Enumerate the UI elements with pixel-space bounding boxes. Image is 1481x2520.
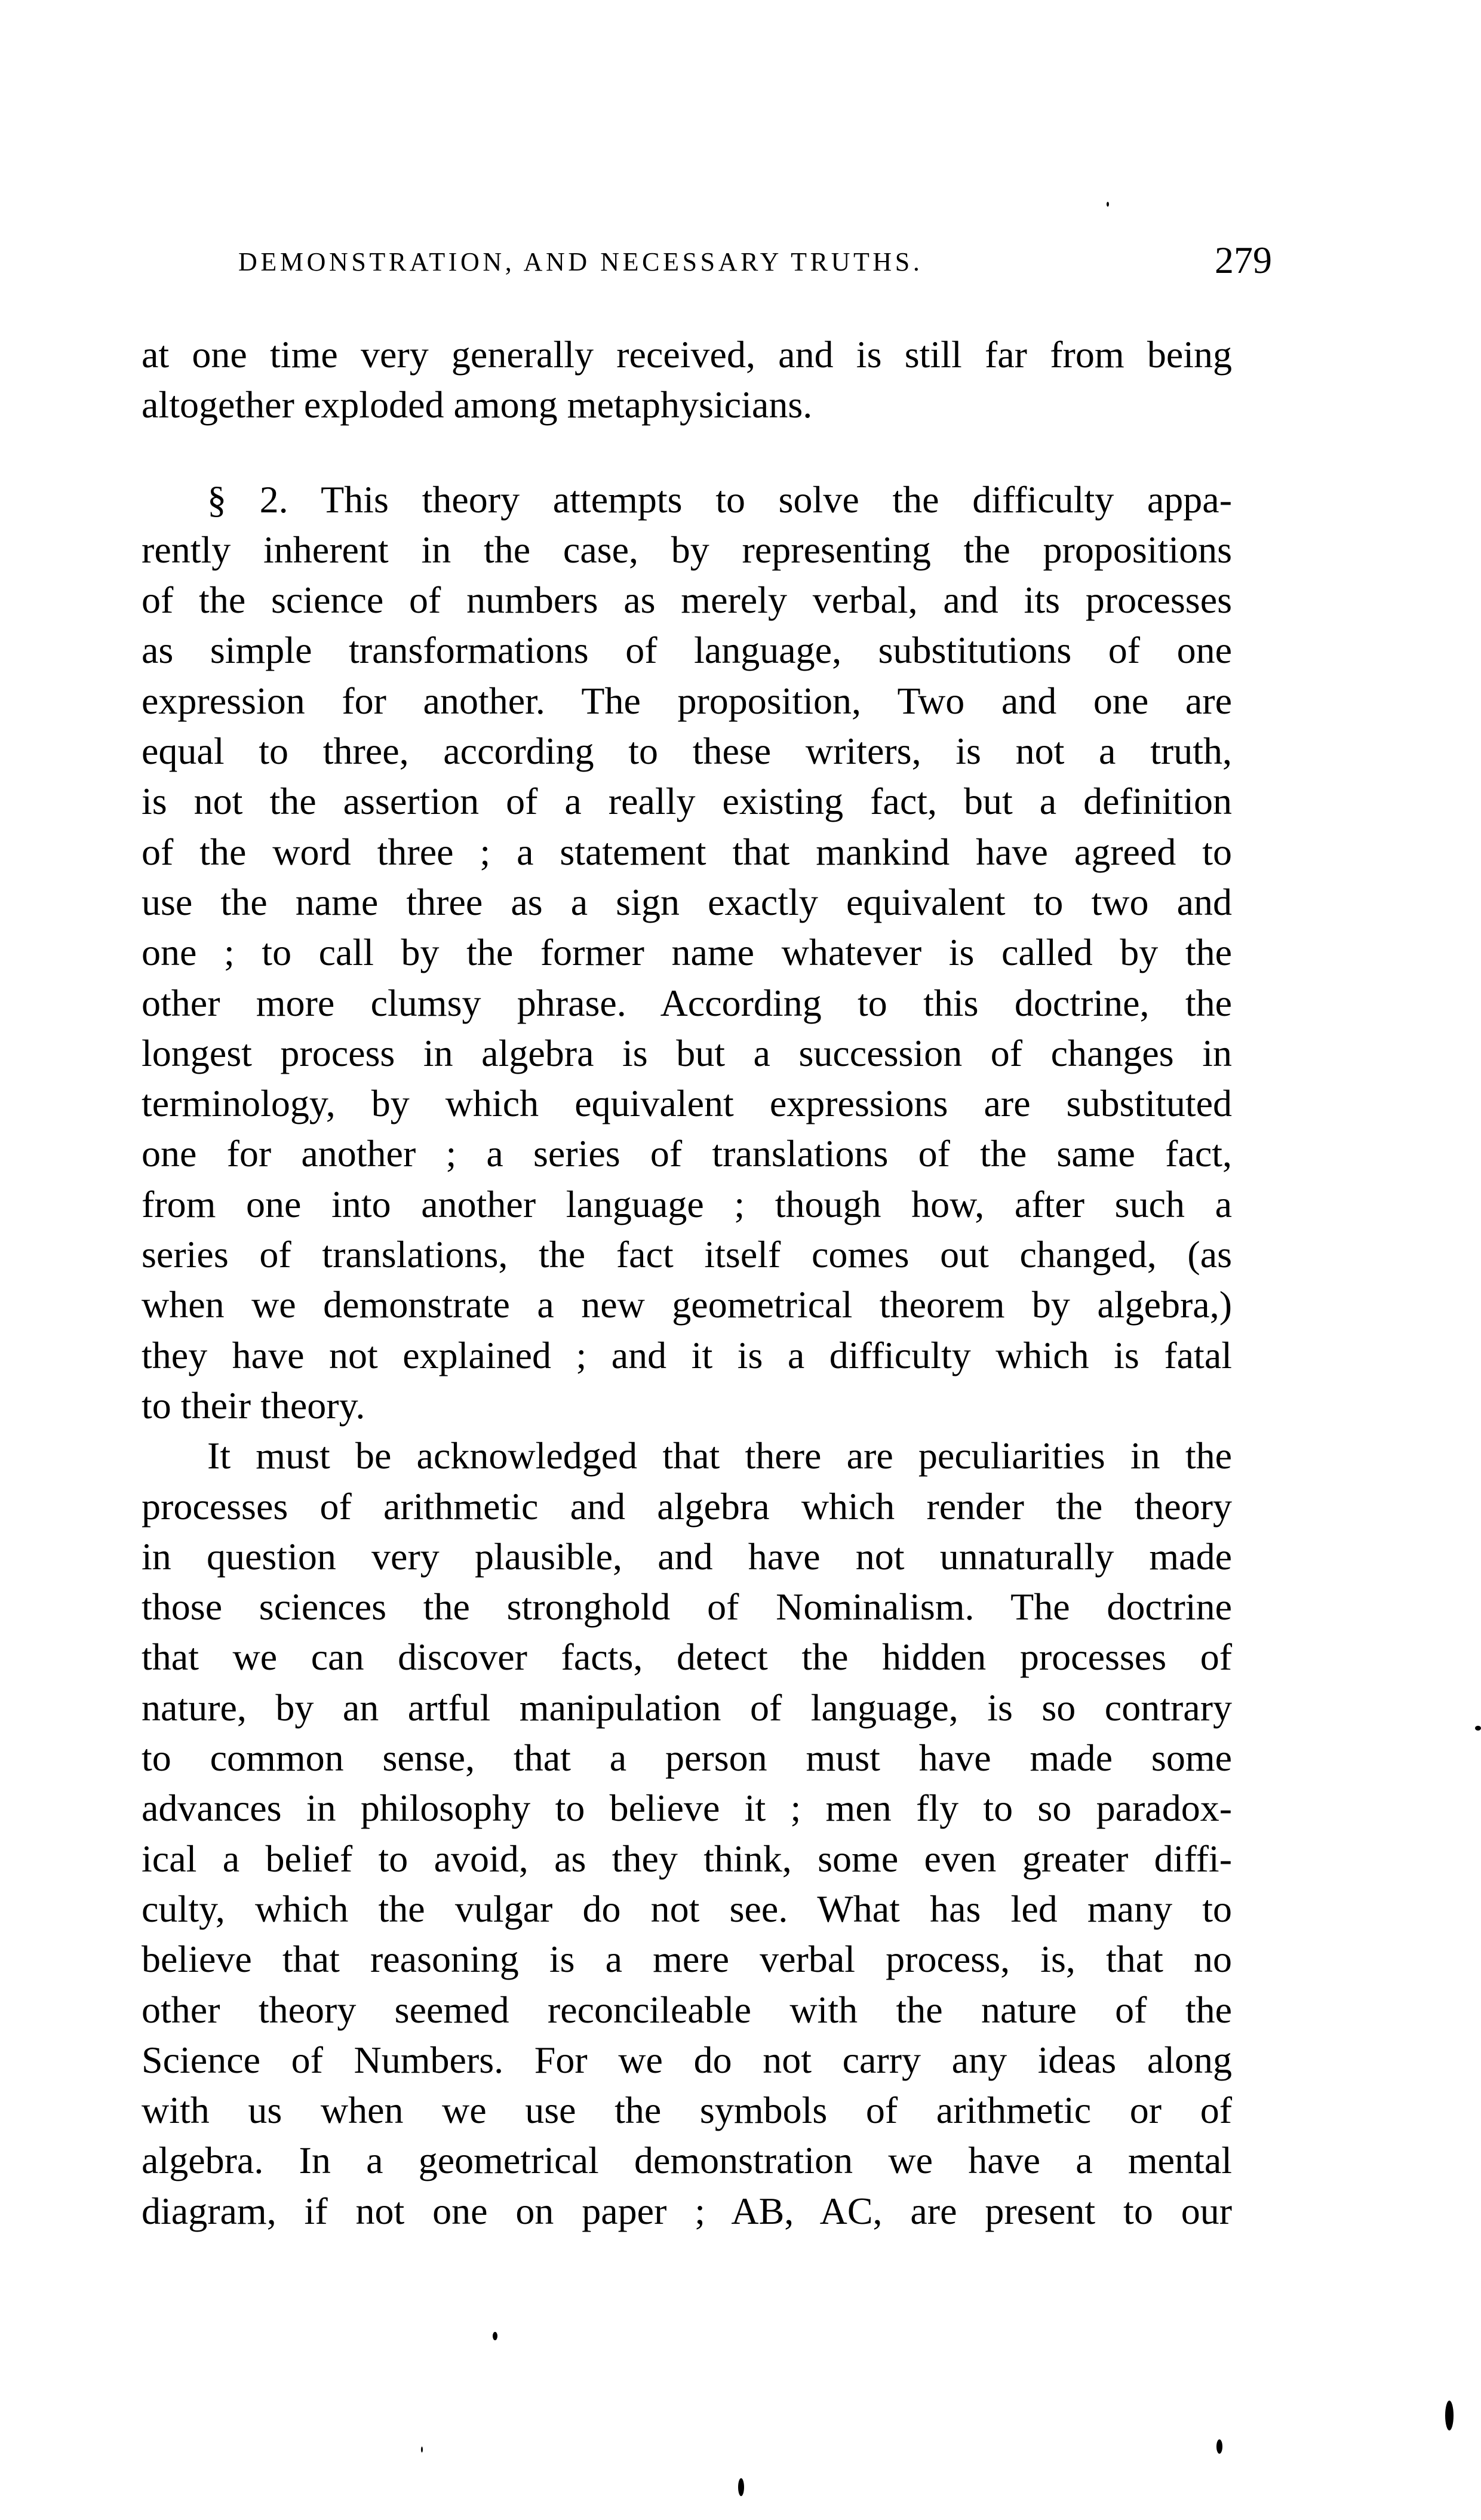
text-line: at one time very generally received, and is still far from being: [142, 333, 1232, 376]
text-line: they have not explained ; and it is a difficulty which is fatal: [142, 1333, 1232, 1376]
text-line: that we can discover facts, detect the hidden processes of: [142, 1636, 1232, 1679]
text-line: when we demonstrate a new geometrical theorem by algebra,): [142, 1283, 1232, 1326]
text-line: processes of arithmetic and algebra which render the theory: [142, 1485, 1232, 1528]
paragraph-gap: [142, 431, 1232, 475]
text-line: of the word three ; a statement that mankind have agreed to: [142, 830, 1232, 873]
ink-speck: [1216, 2439, 1222, 2454]
running-title: DEMONSTRATION, AND NECESSARY TRUTHS.: [238, 247, 923, 276]
text-line: culty, which the vulgar do not see. What has led many to: [142, 1887, 1232, 1930]
ink-speck: [1445, 2401, 1454, 2430]
text-line: other theory seemed reconcileable with the nature of the: [142, 1988, 1232, 2031]
text-line: longest process in algebra is but a succession of changes in: [142, 1031, 1232, 1074]
text-line: Science of Numbers. For we do not carry any ideas along: [142, 2038, 1232, 2081]
paragraph-first-line: It must be acknowledged that there are peculiarities in the: [207, 1434, 1232, 1477]
text-line: believe that reasoning is a mere verbal process, is, that no: [142, 1938, 1232, 1981]
text-line: algebra. In a geometrical demonstration we have a mental: [142, 2139, 1232, 2182]
section-heading-line: § 2. This theory attempts to solve the difficulty appa-: [207, 478, 1232, 521]
page-number: 279: [1215, 239, 1272, 281]
ink-speck: [421, 2447, 423, 2453]
body-text: [142, 330, 1232, 2236]
ink-speck: [738, 2478, 744, 2496]
text-line: to common sense, that a person must have made some: [142, 1737, 1232, 1780]
ink-speck: [1107, 202, 1109, 207]
text-line: diagram, if not one on paper ; AB, AC, are present to our: [142, 2189, 1232, 2232]
text-line: ical a belief to avoid, as they think, some even greater diffi-: [142, 1837, 1232, 1880]
text-line: nature, by an artful manipulation of language, is so contrary: [142, 1686, 1232, 1729]
ink-speck: [1475, 1726, 1481, 1731]
text-line: one ; to call by the former name whatever is called by the: [142, 931, 1232, 974]
text-line: advances in philosophy to believe it ; men fly to so paradox-: [142, 1787, 1232, 1830]
text-line: those sciences the stronghold of Nominalism. The doctrine: [142, 1585, 1232, 1628]
text-line: from one into another language ; though how, after such a: [142, 1182, 1232, 1225]
running-head: [238, 239, 1272, 284]
text-line: terminology, by which equivalent expressions are substituted: [142, 1082, 1232, 1125]
text-line: in question very plausible, and have not unnaturally made: [142, 1535, 1232, 1578]
text-line: rently inherent in the case, by representing the propositions: [142, 528, 1232, 571]
text-line: of the science of numbers as merely verbal, and its processes: [142, 579, 1232, 622]
text-line: expression for another. The proposition, Two and one are: [142, 679, 1232, 722]
text-line: equal to three, according to these writers, is not a truth,: [142, 730, 1232, 773]
text-line: is not the assertion of a really existing fact, but a definition: [142, 780, 1232, 823]
text-line: one for another ; a series of translations of the same fact,: [142, 1132, 1232, 1175]
text-line: other more clumsy phrase. According to this doctrine, the: [142, 981, 1232, 1024]
text-line: with us when we use the symbols of arithmetic or of: [142, 2089, 1232, 2132]
text-line: altogether exploded among metaphysicians.: [142, 383, 813, 426]
ink-speck: [493, 2332, 497, 2340]
text-line: use the name three as a sign exactly equivalent to two and: [142, 880, 1232, 923]
text-line: to their theory.: [142, 1384, 365, 1427]
text-line: as simple transformations of language, substitutions of one: [142, 629, 1232, 672]
text-line: series of translations, the fact itself comes out changed, (as: [142, 1233, 1232, 1276]
